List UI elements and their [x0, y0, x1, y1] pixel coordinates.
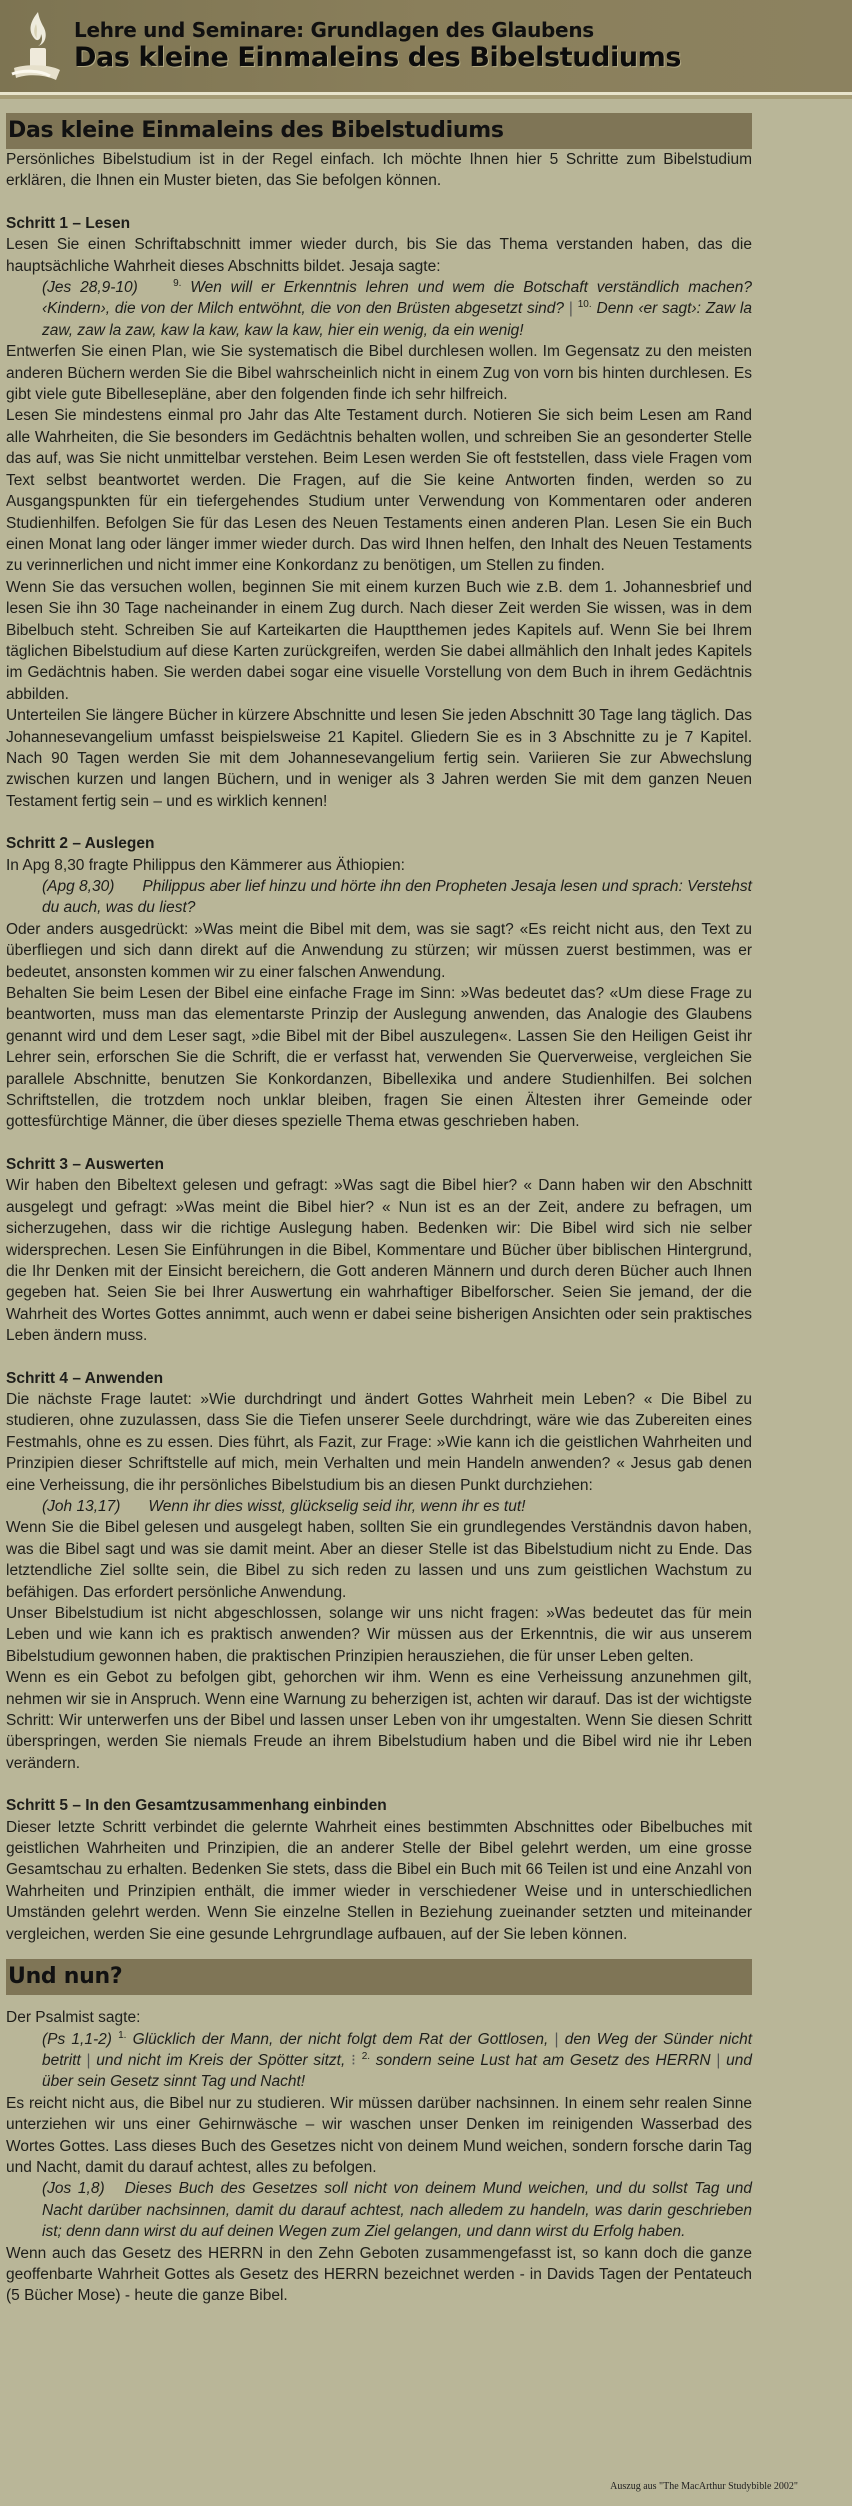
step2-paragraph: Oder anders ausgedrückt: »Was meint die Bibel mit dem, was sie sagt? «Es reicht nicht aus, den Text zu überfliegen und sich dann direkt auf die Anwendung zu stürzen; wir müssen zuerst bestimmen, was er bedeutet, ansonsten kommen wir zu einer falschen Anwendung. [6, 920, 752, 981]
page-header [0, 0, 852, 92]
section2-paragraph: Wenn auch das Gesetz des HERRN in den Zehn Geboten zusammengefasst ist, so kann doch die ganze geoffenbarte Wahrheit Gottes als Gesetz des HERRN bezeichnet werden - in Davids Tagen der Pentateuch (5 Bücher Mose) - heute die ganze Bibel. [6, 2244, 752, 2305]
step5-paragraph: Dieser letzte Schritt verbindet die gelernte Wahrheit eines bestimmten Abschnittes oder Bibelbuches mit geistlichen Wahrheiten und Prinzipien, die an anderer Stelle der Bibel gelehrt werden, um eine grosse Gesamtschau zu erhalten. Bedenken Sie stets, dass die Bibel ein Buch mit 66 Teilen ist und eine Anzahl von Wahrheiten und Prinzipien enthält, die immer wieder in verschiedener Weise und in unterschiedlichen Umständen gelehrt werden. Wenn Sie einzelne Stellen in Beziehung zueinander setzten und miteinander vergleichen, werden Sie eine gesunde Lehrgrundlage aufbauen, auf der Sie leben können. [6, 1818, 752, 1943]
step2-title: Schritt 2 – Auslegen [6, 835, 155, 853]
header-supertitle: Lehre und Seminare: Grundlagen des Glaubens [74, 18, 594, 42]
step1-paragraph: Wenn Sie das versuchen wollen, beginnen Sie mit einem kurzen Buch wie z.B. dem 1. Johannesbrief und lesen Sie ihn 30 Tage nacheinander in einem Zug durch. Nach dieser Zeit werden Sie wissen, was in dem Bibelbuch steht. Schreiben Sie auf Karteikarten die Hauptthemen jedes Kapitels auf. Wenn Sie bei Ihrem täglichen Bibelstudium auf diese Karten zurückgreifen, werden Sie dabei allmählich den Inhalt jedes Kapitels im Gedächtnis haben. Sie werden dabei sogar eine visuelle Vorstellung von dem Buch in ihrem Gedächtnis abbilden. [6, 578, 752, 703]
step4-title: Schritt 4 – Anwenden [6, 1369, 164, 1387]
step1-paragraph: Entwerfen Sie einen Plan, wie Sie systematisch die Bibel durchlesen wollen. Im Gegensatz zu den meisten anderen Büchern werden Sie die Bibel wahrscheinlich nicht in einem Zug von vorn bis hinten durchlesen. Es gibt viele gute Bibellesepläne, aber den folgenden finde ich sehr hilfreich. [6, 343, 752, 404]
joshua-quote: (Jos 1,8) Dieses Buch des Gesetzes soll nicht von deinem Mund weichen, und du sollst Tag und Nacht darüber nachsinnen, damit du darauf achtest, nach alledem zu handeln, was darin geschrieben ist; denn dann wirst du auf deinen Wegen zum Ziel gelangen, und dann wirst du Erfolg haben. [42, 2180, 752, 2241]
step4-paragraph: Wenn es ein Gebot zu befolgen gibt, gehorchen wir ihm. Wenn es eine Verheissung anzunehmen gilt, nehmen wir sie in Anspruch. Wenn eine Warnung zu beherzigen ist, achten wir darauf. Das ist der wichtigste Schritt: Wir unterwerfen uns der Bibel und lassen unser Leben von ihr umgestalten. Wenn Sie diesen Schritt überspringen, werden Sie niemals Freude an ihrem Bibelstudium haben und die Bibel wird nie ihr Leben verändern. [6, 1669, 752, 1772]
step1-paragraph: Lesen Sie mindestens einmal pro Jahr das Alte Testament durch. Notieren Sie sich beim Lesen am Rand alle Wahrheiten, die Sie besonders im Gedächtnis behalten wollen, und schreiben Sie an gesonderter Stelle das auf, was Sie nicht unmittelbar verstehen. Beim Lesen werden Sie oft feststellen, dass viele Fragen vom Text selbst beantwortet werden. Die Fragen, auf die Sie keine Antworten finden, werden so zu Ausgangspunkten für ein tiefergehendes Studium unter Verwendung von Kommentaren oder anderen Studienhilfen. Befolgen Sie für das Lesen des Neuen Testaments einen anderen Plan. Lesen Sie ein Buch einen Monat lang oder länger immer wieder durch. Das wird Ihnen helfen, den Inhalt des Neuen Testaments zu verinnerlichen und nicht immer eine Konkordanz zu benötigen, um Stellen zu finden. [6, 407, 752, 575]
step3-paragraph: Wir haben den Bibeltext gelesen und gefragt: »Was sagt die Bibel hier? « Dann haben wir den Abschnitt ausgelegt und gefragt: »Was meint die Bibel hier? « Nun ist es an der Zeit, andere zu befragen, um sicherzugehen, dass wir die richtige Auslegung haben. Bedenken wir: Die Bibel wird sich nie selber widersprechen. Lesen Sie Einführungen in die Bibel, Kommentare und Bücher über biblischen Hintergrund, die Ihr Denken mit der Einsicht bereichern, die Gott anderen Männern und durch deren Bücher auch Ihnen gegeben hat. Seien Sie bei Ihrer Auswertung ein wahrhaftiger Bibelforscher. Seien Sie jemand, der die Wahrheit des Wortes Gottes annimmt, auch wenn er dabei seine bisherigen Ansichten oder sein praktisches Leben ändern muss. [6, 1177, 752, 1345]
step1-quote: (Jes 28,9-10) $^{9.}$ Wen will er Erkenntnis lehren und wem die Botschaft verständlich machen? ‹Kindern›, die von der Milch entwöhnt, die von den Brüsten abgesetzt sind? | $^{10.}$ Denn ‹er sagt›: Zaw la zaw, zaw la zaw, kaw la kaw, kaw la kaw, hier ein wenig, da ein wenig! [42, 277, 753, 339]
step4-paragraph: Wenn Sie die Bibel gelesen und ausgelegt haben, sollten Sie ein grundlegendes Verständnis davon haben, was die Bibel sagt und was sie damit meint. Aber an dieser Stelle ist das Bibelstudium nicht zu Ende. Das letztendliche Ziel sollte sein, die Bibel zu sich reden zu lassen und uns zum geistlichen Wachstum zu befähigen. Das erfordert persönliche Anwendung. [6, 1519, 752, 1601]
header-title: Das kleine Einmaleins des Bibelstudiums [74, 42, 682, 73]
step1-paragraph: Unterteilen Sie längere Bücher in kürzere Abschnitte und lesen Sie jeden Abschnitt 30 Tage lang täglich. Das Johannesevangelium umfasst beispielsweise 21 Kapitel. Gliedern Sie es in 3 Abschnitte zu je 7 Kapitel. Nach 90 Tagen werden Sie mit dem Johannesevangelium fertig sein. Variieren Sie zur Abwechslung zwischen kurzen und langen Büchern, und in weniger als 3 Jahren werden Sie mit dem ganzen Neuen Testament fertig sein – und es wirklich kennen! [6, 707, 752, 810]
step4-paragraph: Unser Bibelstudium ist nicht abgeschlossen, solange wir uns nicht fragen: »Was bedeutet das für mein Leben und wie kann ich es praktisch anwenden? Wir müssen aus der Erkenntnis, die wir aus unserem Bibelstudium gewonnen haben, die praktischen Prinzipien herausziehen, die für unser Leben gelten. [6, 1605, 752, 1665]
section-heading: Das kleine Einmaleins des Bibelstudiums [6, 113, 752, 149]
step4-paragraph: Die nächste Frage lautet: »Wie durchdringt und ändert Gottes Wahrheit mein Leben? « Die Bibel zu studieren, ohne zuzulassen, dass Sie die Tiefen unserer Seele durchdringt, wäre wie das Zubereiten eines Festmahls, ohne es zu essen. Dies führt, als Fazit, zur Frage: »Wie kann ich die geistlichen Wahrheiten und Prinzipien dieser Schriftstelle auf mich, mein Verhalten und mein Handeln anwenden? « Jesus gab denen eine Verheissung, die ihr persönliches Bibelstudium bis an diesen Punkt durchziehen: [6, 1390, 752, 1494]
step1-title: Schritt 1 – Lesen [6, 214, 131, 232]
step4-quote: (Joh 13,17) Wenn ihr dies wisst, glückselig seid ihr, wenn ihr es tut! [42, 1497, 526, 1515]
step1-paragraph: Lesen Sie einen Schriftabschnitt immer wieder durch, bis Sie das Thema verstanden haben, das die hauptsächliche Wahrheit dieses Abschnitts bildet. Jesaja sagte: [6, 236, 752, 275]
section2-heading: Und nun? [6, 1959, 752, 1995]
step5-title: Schritt 5 – In den Gesamtzusammenhang einbinden [6, 1797, 387, 1815]
article [6, 113, 752, 2307]
candle-flame-icon [10, 8, 62, 84]
step2-paragraph: In Apg 8,30 fragte Philippus den Kämmerer aus Äthiopien: [6, 856, 405, 874]
step3-title: Schritt 3 – Auswerten [6, 1155, 164, 1173]
section2-paragraph: Es reicht nicht aus, die Bibel nur zu studieren. Wir müssen darüber nachsinnen. In einem sehr realen Sinne unterziehen wir uns einer Gehirnwäsche – wir waschen unser Denken im reinigenden Wasserbad des Wortes Gottes. Lass dieses Buch des Gesetzes nicht von deinem Mund weichen, sondern forsche darin Tag und Nacht, damit du darauf achtest, alles zu befolgen. [6, 2094, 752, 2176]
header-divider-shadow [0, 95, 852, 99]
psalm-quote: (Ps 1,1-2) $^{1.}$ Glücklich der Mann, der nicht folgt dem Rat der Gottlosen, | den Weg der Sünder nicht betritt | und nicht im Kreis der Spötter sitzt, ⁝ $^{2.}$ sondern seine Lust hat am Gesetz des HERRN | und über sein Gesetz sinnt Tag und Nacht! [42, 2029, 753, 2091]
step2-quote: (Apg 8,30) Philippus aber lief hinzu und hörte ihn den Propheten Jesaja lesen und sprach: Verstehst du auch, was du liest? [42, 878, 752, 917]
section2-paragraph: Der Psalmist sagte: [6, 2009, 141, 2027]
source-credit: Auszug aus "The MacArthur Studybible 2002" [610, 2481, 798, 2492]
step2-paragraph: Behalten Sie beim Lesen der Bibel eine einfache Frage im Sinn: »Was bedeutet das? «Um diese Frage zu beantworten, muss man das elementarste Prinzip der Auslegung anwenden, das Analogie des Glaubens genannt wird und dem Leser sagt, »die Bibel mit der Bibel auszulegen«. Lassen Sie den Heiligen Geist ihr Lehrer sein, erforschen Sie die Schrift, die er verfasst hat, verwenden Sie Querverweise, vergleichen Sie parallele Abschnitte, benutzen Sie Konkordanzen, Bibellexika und andere Studienhilfen. Bei solchen Schriftstellen, die trotzdem noch unklar bleiben, fragen Sie einen Ältesten ihrer Gemeinde oder gottesfürchtige Männer, die über dieses spezielle Thema etwas geschrieben haben. [6, 985, 752, 1131]
intro-paragraph: Persönliches Bibelstudium ist in der Regel einfach. Ich möchte Ihnen hier 5 Schritte zum Bibelstudium erklären, die Ihnen ein Muster bieten, das Sie befolgen können. [6, 151, 752, 190]
